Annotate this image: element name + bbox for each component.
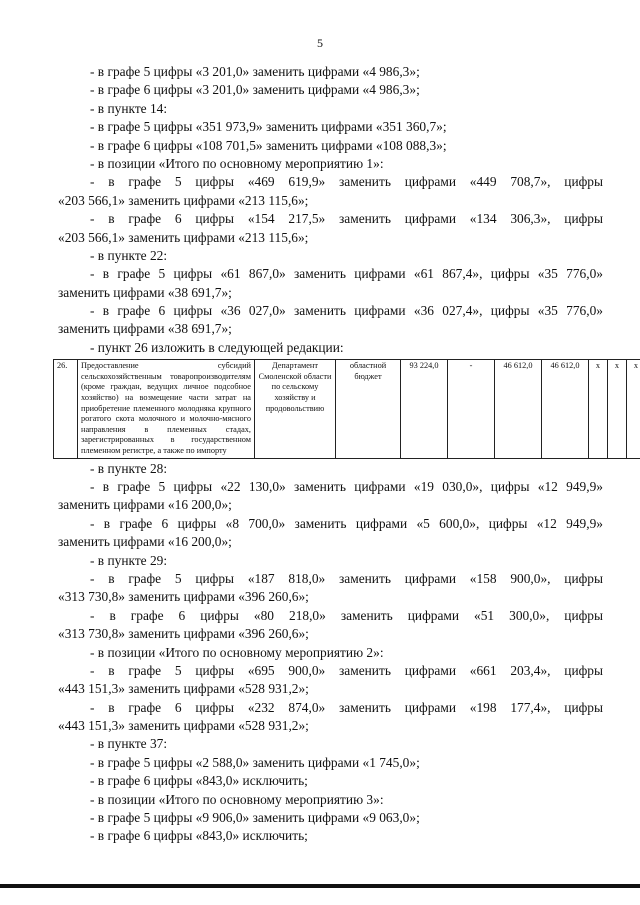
bottom-rule [0,884,640,888]
text-line: - в графе 6 цифры «232 874,0» заменить цифрами «198 177,4», цифры [90,699,603,715]
text-line: - в графе 6 цифры «843,0» исключить; [90,828,308,844]
text-line: - в позиции «Итого по основному мероприятию 2»: [90,644,384,660]
text-line: - пункт 26 изложить в следующей редакции: [90,339,344,355]
text-line: - в графе 5 цифры «22 130,0» заменить цифрами «19 030,0», цифры «12 949,9» [90,478,603,494]
value-cell-2: 46 612,0 [542,360,589,458]
text-line: - в графе 5 цифры «187 818,0» заменить цифрами «158 900,0», цифры [90,570,603,586]
text-line: - в графе 6 цифры «80 218,0» заменить цифрами «51 300,0», цифры [90,607,603,623]
text-line: заменить цифрами «16 200,0»; [58,497,232,513]
x-cell-3: х [627,360,640,458]
empty-value-cell: - [448,360,495,458]
text-line: - в графе 6 цифры «843,0» исключить; [90,773,308,789]
text-line: - в пункте 14: [90,100,168,116]
text-line: - в графе 5 цифры «2 588,0» заменить цифрами «1 745,0»; [90,754,420,770]
text-line: - в пункте 37: [90,736,168,752]
text-line: - в графе 6 цифры «3 201,0» заменить цифрами «4 986,3»; [90,82,420,98]
text-line: - в позиции «Итого по основному мероприятию 3»: [90,791,384,807]
x-cell-2: х [608,360,627,458]
text-line: - в графе 6 цифры «108 701,5» заменить цифрами «108 088,3»; [90,137,447,153]
total-amount-cell: 93 224,0 [401,360,448,458]
item-26-table-wrap [57,359,639,458]
text-line: «313 730,8» заменить цифрами «396 260,6»; [58,589,309,605]
measure-name-cell: Предоставление субсидий сельскохозяйственным товаропроизводителям (кроме граждан, ведущих личное подсобное хозяйство) на возмещение части затрат на приобретение племенного молодняка крупного рогатого скота молочного и молочно-мясного направления в племенных стадах, зарегистрированных в государственном племенном регистре, а также по импорту [78,360,255,458]
text-line: «443 151,3» заменить цифрами «528 931,2»; [58,718,309,734]
value-cell-1: 46 612,0 [495,360,542,458]
page-number: 5 [317,36,323,50]
text-line: «203 566,1» заменить цифрами «213 115,6»; [58,229,309,245]
text-line: «203 566,1» заменить цифрами «213 115,6»; [58,192,309,208]
funding-source-cell: областной бюджет [336,360,401,458]
document-body [57,63,639,846]
text-line: - в графе 5 цифры «9 906,0» заменить цифрами «9 063,0»; [90,810,420,826]
text-line: - в позиции «Итого по основному мероприятию 1»: [90,155,384,171]
text-line: - в пункте 28: [90,460,168,476]
amendments-after-table [58,460,603,846]
department-cell: Департамент Смоленской области по сельскому хозяйству и продовольствию [255,360,336,458]
text-line: - в пункте 29: [90,552,168,568]
item-26-table [53,359,640,458]
x-cell-1: х [589,360,608,458]
text-line: - в графе 5 цифры «3 201,0» заменить цифрами «4 986,3»; [90,64,420,79]
amendments-before-table [58,63,603,357]
text-line: - в графе 5 цифры «351 973,9» заменить цифрами «351 360,7»; [90,119,447,135]
text-line: заменить цифрами «16 200,0»; [58,534,232,550]
row-number-cell: 26. [54,360,78,458]
text-line: - в графе 5 цифры «469 619,9» заменить цифрами «449 708,7», цифры [90,174,603,190]
text-line: - в графе 6 цифры «154 217,5» заменить цифрами «134 306,3», цифры [90,211,603,227]
text-line: «313 730,8» заменить цифрами «396 260,6»; [58,626,309,642]
table-row [54,360,640,458]
text-line: - в графе 5 цифры «695 900,0» заменить цифрами «661 203,4», цифры [90,662,603,678]
text-line: - в пункте 22: [90,247,168,263]
text-line: - в графе 6 цифры «36 027,0» заменить цифрами «36 027,4», цифры «35 776,0» [90,303,603,319]
text-line: - в графе 6 цифры «8 700,0» заменить цифрами «5 600,0», цифры «12 949,9» [90,515,603,531]
text-line: - в графе 5 цифры «61 867,0» заменить цифрами «61 867,4», цифры «35 776,0» [90,266,603,282]
text-line: «443 151,3» заменить цифрами «528 931,2»; [58,681,309,697]
text-line: заменить цифрами «38 691,7»; [58,321,232,337]
text-line: заменить цифрами «38 691,7»; [58,284,232,300]
